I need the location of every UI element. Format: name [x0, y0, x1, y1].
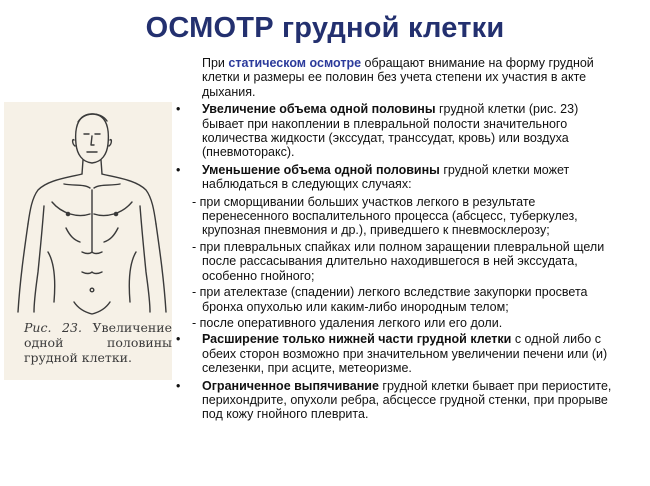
sub-item: - при сморщивании больших участков легкого в результате перенесенного воспалительного процесса (абсцесс, туберкулез, крупозная пневмония и др.), приведшего к пневмосклерозу;	[192, 194, 578, 238]
page-title: ОСМОТР грудной клетки	[145, 12, 505, 44]
bullet-icon: •	[176, 162, 181, 177]
intro-paragraph	[176, 56, 616, 99]
man-torso-drawing-icon	[4, 102, 172, 317]
bullet-icon: •	[176, 102, 181, 117]
intro-after: обращают внимание на форму грудной клетки и размеры ее половин без учета степени их участия в акте дыхания.	[202, 56, 594, 99]
bullet-item	[176, 379, 616, 422]
bullet-heading: Расширение только нижней части грудной клетки	[202, 332, 512, 347]
bullet-heading: Уменьшение объема одной половины	[202, 162, 440, 177]
bullet-icon: •	[176, 378, 181, 393]
intro-before: При	[202, 56, 229, 70]
figure-illustration	[4, 102, 172, 380]
bullet-heading: Увеличение объема одной половины	[202, 102, 436, 117]
sub-item: - при плевральных спайках или полном заращении плевральной щели после рассасывания длительно находившегося в ней экссудата, особенно гнойного;	[192, 239, 605, 283]
bullet-text: грудной клетки бывает при периостите, перихондрите, опухоли ребра, абсцессе грудной стенки, при прорыве под кожу гнойного плеврита.	[202, 378, 612, 422]
bullet-item	[176, 102, 616, 160]
bullet-item	[176, 163, 616, 192]
sub-item: - после оперативного удаления легкого или его доли.	[192, 315, 503, 330]
figure-caption	[24, 320, 172, 365]
sub-item: - при ателектазе (спадении) легкого вследствие закупорки просвета бронха опухолью или каким-либо инородным телом;	[192, 285, 588, 314]
bullet-text: грудной клетки может наблюдаться в следующих случаях:	[202, 162, 570, 192]
caption-text: Увеличение одной половины грудной клетки.	[24, 320, 172, 365]
bullet-heading: Ограниченное выпячивание	[202, 378, 379, 393]
intro-accent: статическом осмотре	[228, 56, 362, 70]
bullet-text: грудной клетки (рис. 23) бывает при накоплении в плевральной полости значительного количества жидкости (экссудат, транссудат, кровь) или воздуха (пневмоторакс).	[202, 102, 579, 160]
bullet-item	[176, 332, 616, 375]
caption-label: Рис. 23.	[24, 320, 82, 335]
bullet-text: с одной либо с обеих сторон возможно при значительном увеличении печени или (и) селезенки, при асците, метеоризме.	[202, 332, 608, 376]
bullet-icon: •	[176, 332, 181, 347]
main-text	[176, 56, 616, 425]
